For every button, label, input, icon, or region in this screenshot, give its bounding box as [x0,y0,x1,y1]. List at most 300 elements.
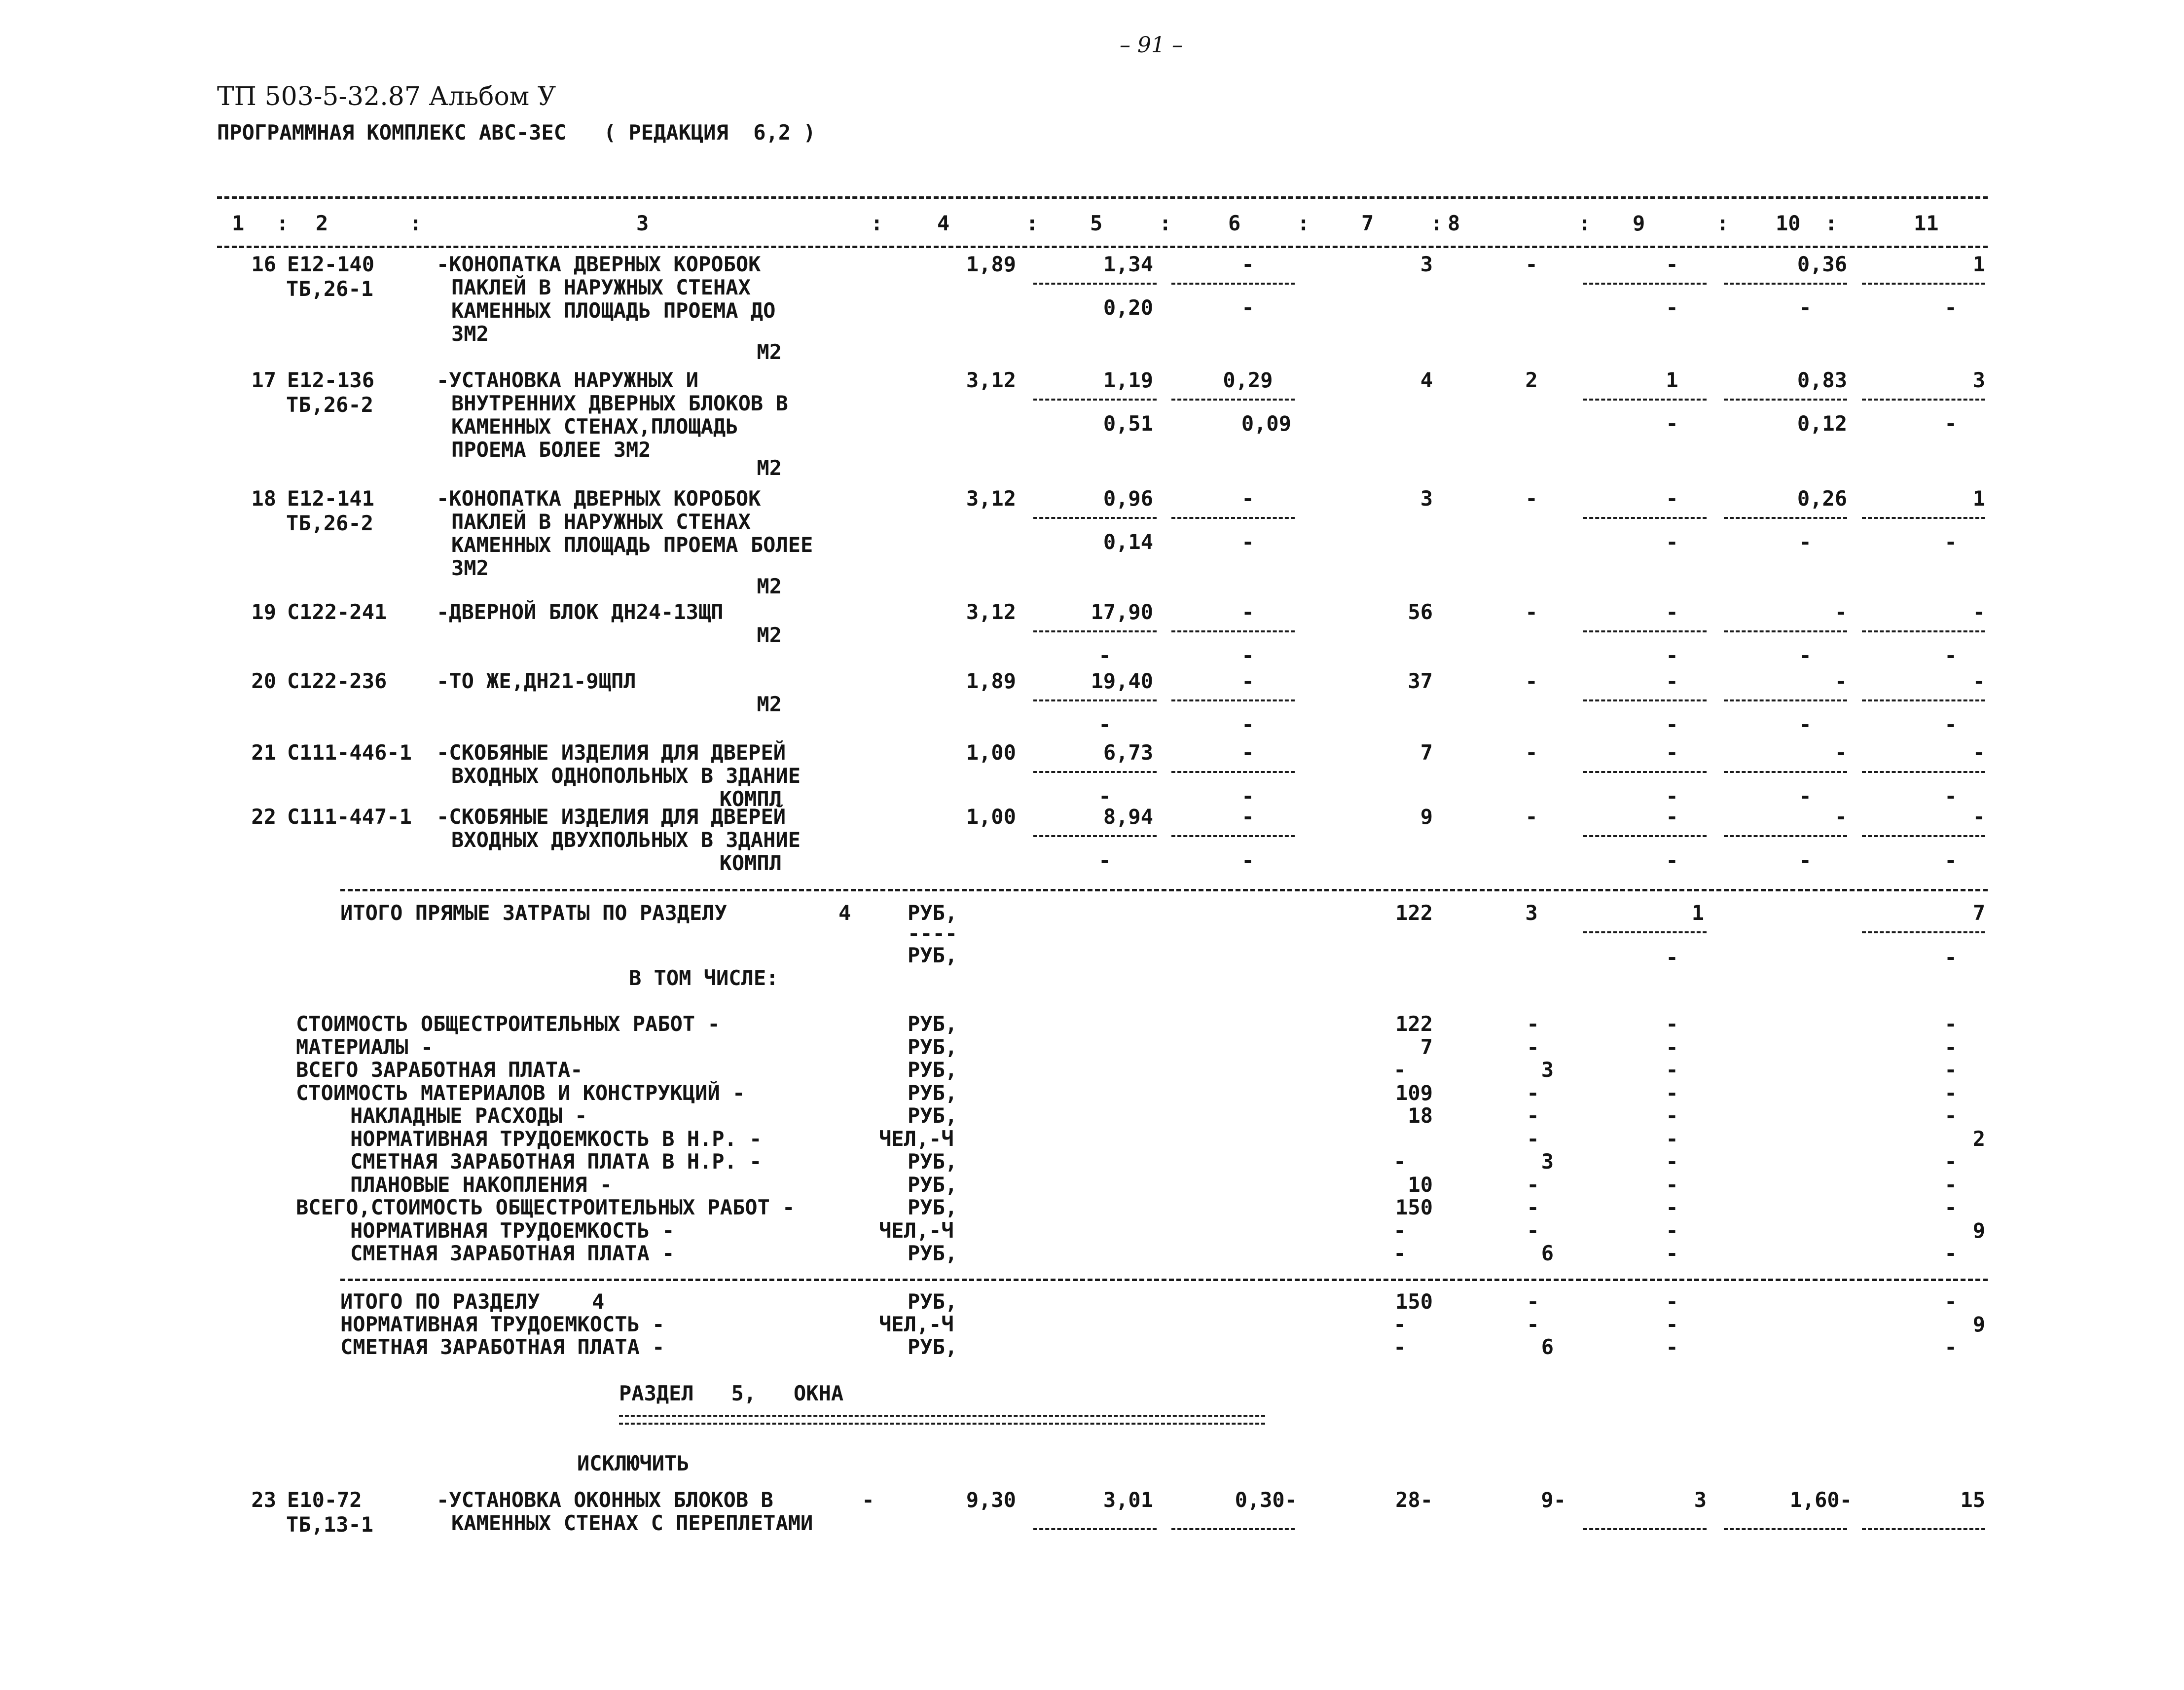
row-col9: - [1666,669,1678,693]
column-header: 11 [1914,211,1939,235]
row-col10: 0,26 [1797,486,1847,511]
row-col11-sub: - [1944,848,1957,872]
row-col11-sub: - [1944,643,1957,667]
total-subrule [1583,931,1707,933]
row-col8: - [1525,805,1538,829]
breakdown-label: ВСЕГО,СТОИМОСТЬ ОБЩЕСТРОИТЕЛЬНЫХ РАБОТ - [296,1195,795,1219]
breakdown-unit: РУБ, [908,1149,958,1174]
breakdown-col8: - [1527,1103,1539,1128]
row-subrule [1862,399,1985,401]
row-unit: КОМПЛ [719,787,782,811]
row-col8: - [1525,486,1538,511]
breakdown-label: ПЛАНОВЫЕ НАКОПЛЕНИЯ - [350,1173,613,1197]
row-col9: - [1666,252,1678,276]
row-subrule [1171,1528,1295,1530]
column-separator: : [1430,211,1443,235]
breakdown-col11: - [1944,1241,1957,1265]
row-col10-sub: - [1799,643,1812,667]
section-total-col11: 9 [1972,1312,1985,1336]
column-separator: : [1825,211,1838,235]
row-description: -КОНОПАТКА ДВЕРНЫХ КОРОБОК [437,252,761,276]
row-col5: 6,73 [1103,740,1153,765]
breakdown-col9: - [1666,1035,1678,1059]
row-col5-sub: - [1098,712,1111,736]
row-col7: 9 [1420,805,1433,829]
breakdown-unit: РУБ, [908,1012,958,1036]
breakdown-col11: - [1944,1081,1957,1105]
row-col6: - [1241,486,1254,511]
total-direct-section: 4 [838,901,851,925]
breakdown-unit: РУБ, [908,1195,958,1219]
breakdown-col11: - [1944,1195,1957,1219]
breakdown-label: СТОИМОСТЬ ОБЩЕСТРОИТЕЛЬНЫХ РАБОТ - [296,1012,720,1036]
row-col10-sub: - [1799,784,1812,808]
row-description: КАМЕННЫХ ПЛОЩАДЬ ПРОЕМА ДО [451,298,776,323]
row-description: КАМЕННЫХ СТЕНАХ,ПЛОЩАДЬ [451,414,738,439]
row-col6-sub: - [1241,848,1254,872]
row-col9: - [1666,805,1678,829]
row-subrule [1583,630,1707,632]
row-col4: 1,89 [966,669,1016,693]
row-col6: 0,30- [1235,1488,1297,1512]
breakdown-col9: - [1666,1103,1678,1128]
row-col8: - [1525,669,1538,693]
row-subrule [1171,771,1295,773]
row-col10: - [1834,669,1847,693]
row-col11-sub: - [1944,295,1957,320]
row-description: ПАКЛЕЙ В НАРУЖНЫХ СТЕНАХ [451,510,751,534]
row-col7: 7 [1420,740,1433,765]
breakdown-unit: РУБ, [908,1058,958,1082]
row-col4: 3,12 [966,368,1016,392]
row-number: 17 [251,368,276,392]
total-direct-unit: РУБ, [908,943,958,967]
row-col4: 9,30 [966,1488,1016,1512]
row-subrule [1862,517,1985,519]
total-direct-col11-sub: - [1944,945,1957,969]
column-header: 6 [1228,211,1241,235]
section-total-col9: - [1666,1335,1678,1359]
row-col7: 28- [1395,1488,1433,1512]
breakdown-col9: - [1666,1058,1678,1082]
breakdown-col11: 2 [1972,1127,1985,1151]
row-col9-sub: - [1666,643,1678,667]
row-col6: - [1241,740,1254,765]
breakdown-col8: - [1527,1173,1539,1197]
row-col6: - [1241,600,1254,624]
row-col9: 1 [1666,368,1678,392]
breakdown-col11: 9 [1972,1218,1985,1243]
row-col6-sub: - [1241,784,1254,808]
document-title: ТП 503-5-32.87 Альбом У [217,82,556,111]
breakdown-col7: - [1393,1241,1406,1265]
row-subrule [1724,630,1847,632]
row-col4: 3,12 [966,486,1016,511]
row-subrule [1724,517,1847,519]
row-subrule [1583,517,1707,519]
row-number: 21 [251,740,276,765]
row-col6: - [1241,252,1254,276]
column-header: 9 [1633,211,1645,235]
row-col6-sub: 0,09 [1241,411,1291,436]
row-description: 3М2 [451,322,489,346]
breakdown-label: НОРМАТИВНАЯ ТРУДОЕМКОСТЬ - [350,1218,675,1243]
row-unit: М2 [757,692,782,716]
program-line: ПРОГРАММНАЯ КОМПЛЕКС АВС-3ЕС ( РЕДАКЦИЯ 6,2 ) [217,120,816,145]
total-direct-col11: 7 [1972,901,1985,925]
column-header: 10 [1776,211,1801,235]
row-subrule [1583,835,1707,837]
row-col6: - [1241,805,1254,829]
row-unit: КОМПЛ [719,851,782,875]
row-number: 18 [251,486,276,511]
row-code: С111-446-1 [287,740,412,765]
row-col11: 1 [1972,486,1985,511]
row-number: 22 [251,805,276,829]
breakdown-col7: 18 [1408,1103,1433,1128]
row-number: 16 [251,252,276,276]
header-bottom-rule [217,246,1988,248]
row-col9-sub: - [1666,295,1678,320]
section-total-label: НОРМАТИВНАЯ ТРУДОЕМКОСТЬ - [340,1312,665,1336]
breakdown-col7: 109 [1395,1081,1433,1105]
breakdown-col9: - [1666,1081,1678,1105]
row-col7: 37 [1408,669,1433,693]
table-top-rule [217,196,1988,199]
row-col5: 17,90 [1091,600,1153,624]
breakdown-col11: - [1944,1149,1957,1174]
total-direct-label: ИТОГО ПРЯМЫЕ ЗАТРАТЫ ПО РАЗДЕЛУ [340,901,727,925]
row-subrule [1724,1528,1847,1530]
row-description: -ДВЕРНОЙ БЛОК ДН24-13ЩП [437,600,724,624]
row-col5-sub: 0,20 [1103,295,1153,320]
row-subrule [1033,771,1157,773]
row-col6-sub: - [1241,295,1254,320]
row-col5-sub: - [1098,643,1111,667]
row-col10-sub: 0,12 [1797,411,1847,436]
breakdown-col8: - [1527,1195,1539,1219]
row-col5: 19,40 [1091,669,1153,693]
row-subrule [1724,283,1847,285]
breakdown-col7: 7 [1420,1035,1433,1059]
total-direct-col7: 122 [1395,901,1433,925]
section5-double-rule [619,1415,1265,1425]
row-unit: М2 [757,623,782,647]
breakdown-col11: - [1944,1035,1957,1059]
section-total-col11: - [1944,1289,1957,1314]
section-total-col9: - [1666,1289,1678,1314]
breakdown-col9: - [1666,1173,1678,1197]
row-col6-sub: - [1241,712,1254,736]
row-col11-sub: - [1944,530,1957,554]
breakdown-label: НАКЛАДНЫЕ РАСХОДЫ - [350,1103,587,1128]
breakdown-col8: 3 [1541,1149,1554,1174]
row-col6: - [1241,669,1254,693]
breakdown-label: МАТЕРИАЛЫ - [296,1035,434,1059]
section-total-unit: РУБ, [908,1335,958,1359]
row-col9-sub: - [1666,530,1678,554]
row-subrule [1862,1528,1985,1530]
row-col11: 15 [1960,1488,1985,1512]
row-reference: ТБ,13-1 [286,1512,374,1537]
breakdown-col8: 6 [1541,1241,1554,1265]
row-col11: - [1972,740,1985,765]
row-subrule [1583,1528,1707,1530]
row-subrule [1033,399,1157,401]
breakdown-unit: РУБ, [908,1173,958,1197]
total-direct-col9-sub: - [1666,945,1678,969]
total-direct-unit: РУБ, [908,901,958,925]
row-col8: - [1525,600,1538,624]
row-col6-sub: - [1241,530,1254,554]
row-col6: 0,29 [1223,368,1273,392]
row-subrule [1724,771,1847,773]
row-code: Е12-140 [287,252,375,276]
row-number: 23 [251,1488,276,1512]
row-col10: - [1834,740,1847,765]
row-col10: - [1834,805,1847,829]
row-subrule [1583,283,1707,285]
row-col8: - [1525,740,1538,765]
row-subrule [1033,517,1157,519]
section-total-unit: РУБ, [908,1289,958,1314]
row-col9: 3 [1694,1488,1707,1512]
breakdown-label: СМЕТНАЯ ЗАРАБОТНАЯ ПЛАТА - [350,1241,675,1265]
breakdown-unit: РУБ, [908,1081,958,1105]
row-minus-sign: - [862,1488,874,1512]
row-description: 3М2 [451,556,489,580]
row-reference: ТБ,26-1 [286,277,374,301]
column-separator: : [871,211,883,235]
column-header: 1 [232,211,245,235]
row-description: -ТО ЖЕ,ДН21-9ЩПЛ [437,669,636,693]
breakdown-unit: РУБ, [908,1035,958,1059]
total-direct-col9: 1 [1691,901,1704,925]
row-col9-sub: - [1666,411,1678,436]
row-subrule [1033,283,1157,285]
row-col8: 9- [1541,1488,1566,1512]
breakdown-unit: ЧЕЛ,-Ч [879,1127,954,1151]
column-header: 5 [1090,211,1103,235]
section-total-col8: - [1527,1289,1539,1314]
section-total-unit: ЧЕЛ,-Ч [879,1312,954,1336]
row-subrule [1171,517,1295,519]
row-description: ВНУТРЕННИХ ДВЕРНЫХ БЛОКОВ В [451,391,788,415]
column-separator: : [1159,211,1172,235]
row-code: С111-447-1 [287,805,412,829]
row-col10: 0,36 [1797,252,1847,276]
row-col9-sub: - [1666,712,1678,736]
row-col9-sub: - [1666,848,1678,872]
column-header: 3 [636,211,649,235]
section-total-label: СМЕТНАЯ ЗАРАБОТНАЯ ПЛАТА - [340,1335,665,1359]
breakdown-unit: ЧЕЛ,-Ч [879,1218,954,1243]
breakdown-col11: - [1944,1058,1957,1082]
section-total-rule [340,1279,1988,1281]
row-col8: 2 [1525,368,1538,392]
row-col11: - [1972,805,1985,829]
row-code: С122-236 [287,669,387,693]
row-subrule [1171,835,1295,837]
row-description: -СКОБЯНЫЕ ИЗДЕЛИЯ ДЛЯ ДВЕРЕЙ [437,805,786,829]
row-col7: 3 [1420,486,1433,511]
row-col11-sub: - [1944,784,1957,808]
row-col11: 3 [1972,368,1985,392]
breakdown-col11: - [1944,1103,1957,1128]
breakdown-col8: - [1527,1081,1539,1105]
breakdown-col9: - [1666,1195,1678,1219]
row-description: -УСТАНОВКА ОКОННЫХ БЛОКОВ В [437,1488,773,1512]
row-col11: - [1972,600,1985,624]
row-number: 20 [251,669,276,693]
breakdown-label: СТОИМОСТЬ МАТЕРИАЛОВ И КОНСТРУКЦИЙ - [296,1081,745,1105]
column-separator: : [1297,211,1310,235]
row-description: ВХОДНЫХ ОДНОПОЛЬНЫХ В ЗДАНИЕ [451,764,801,788]
column-header: 2 [316,211,328,235]
section5-title: РАЗДЕЛ 5, ОКНА [619,1381,844,1405]
column-separator: : [1026,211,1039,235]
column-header: 4 [937,211,950,235]
row-col4: 1,89 [966,252,1016,276]
breakdown-label: НОРМАТИВНАЯ ТРУДОЕМКОСТЬ В Н.Р. - [350,1127,762,1151]
breakdown-col7: 122 [1395,1012,1433,1036]
row-description: КАМЕННЫХ СТЕНАХ С ПЕРЕПЛЕТАМИ [451,1511,813,1535]
section-total-section: 4 [592,1289,605,1314]
section-total-col8: 6 [1541,1335,1554,1359]
row-col5: 8,94 [1103,805,1153,829]
breakdown-unit: РУБ, [908,1103,958,1128]
row-description: -УСТАНОВКА НАРУЖНЫХ И [437,368,699,392]
total-subrule [1862,931,1985,933]
row-col9: - [1666,600,1678,624]
breakdown-col7: 10 [1408,1173,1433,1197]
row-subrule [1171,699,1295,701]
row-col5: 1,19 [1103,368,1153,392]
totals-top-rule [340,889,1988,891]
exclude-label: ИСКЛЮЧИТЬ [577,1451,690,1475]
breakdown-col11: - [1944,1012,1957,1036]
row-description: -СКОБЯНЫЕ ИЗДЕЛИЯ ДЛЯ ДВЕРЕЙ [437,740,786,765]
breakdown-label: ВСЕГО ЗАРАБОТНАЯ ПЛАТА- [296,1058,583,1082]
row-subrule [1724,699,1847,701]
section-total-col7: - [1393,1335,1406,1359]
row-subrule [1033,835,1157,837]
breakdown-label: СМЕТНАЯ ЗАРАБОТНАЯ ПЛАТА В Н.Р. - [350,1149,762,1174]
row-col11: - [1972,669,1985,693]
row-col6-sub: - [1241,643,1254,667]
breakdown-col8: - [1527,1012,1539,1036]
column-separator: : [409,211,422,235]
row-code: С122-241 [287,600,387,624]
breakdown-col9: - [1666,1149,1678,1174]
row-subrule [1171,630,1295,632]
row-col10-sub: - [1799,295,1812,320]
row-col10: 1,60- [1789,1488,1852,1512]
row-col10-sub: - [1799,712,1812,736]
row-col11: 1 [1972,252,1985,276]
breakdown-unit: РУБ, [908,1241,958,1265]
breakdown-col7: 150 [1395,1195,1433,1219]
breakdown-col7: - [1393,1149,1406,1174]
row-col8: - [1525,252,1538,276]
row-col5: 1,34 [1103,252,1153,276]
breakdown-col8: - [1527,1127,1539,1151]
total-direct-col8: 3 [1525,901,1538,925]
section-total-col9: - [1666,1312,1678,1336]
row-col5-sub: - [1098,784,1111,808]
breakdown-col7: - [1393,1058,1406,1082]
row-reference: ТБ,26-2 [286,393,374,417]
section-total-col8: - [1527,1312,1539,1336]
row-col10-sub: - [1799,530,1812,554]
row-description: ПРОЕМА БОЛЕЕ 3М2 [451,438,651,462]
row-code: Е12-136 [287,368,375,392]
row-subrule [1862,771,1985,773]
row-col9: - [1666,740,1678,765]
breakdown-col9: - [1666,1218,1678,1243]
row-description: -КОНОПАТКА ДВЕРНЫХ КОРОБОК [437,486,761,511]
section-total-col11: - [1944,1335,1957,1359]
row-subrule [1862,283,1985,285]
row-col7: 4 [1420,368,1433,392]
row-subrule [1583,699,1707,701]
section-total-label: ИТОГО ПО РАЗДЕЛУ [340,1289,540,1314]
row-subrule [1724,835,1847,837]
row-col5: 3,01 [1103,1488,1153,1512]
row-subrule [1171,399,1295,401]
column-header: 8 [1448,211,1460,235]
breakdown-col9: - [1666,1241,1678,1265]
row-col4: 1,00 [966,740,1016,765]
row-col7: 56 [1408,600,1433,624]
section-total-col7: 150 [1395,1289,1433,1314]
row-col11-sub: - [1944,712,1957,736]
row-col11-sub: - [1944,411,1957,436]
row-code: Е12-141 [287,486,375,511]
total-direct-unit-dash: ---- [908,921,958,946]
row-subrule [1033,1528,1157,1530]
breakdown-col8: - [1527,1035,1539,1059]
column-separator: : [1578,211,1591,235]
row-col5-sub: 0,14 [1103,530,1153,554]
row-unit: М2 [757,456,782,480]
row-col9-sub: - [1666,784,1678,808]
row-subrule [1033,630,1157,632]
row-subrule [1583,399,1707,401]
breakdown-col8: - [1527,1218,1539,1243]
row-col10: 0,83 [1797,368,1847,392]
breakdown-col11: - [1944,1173,1957,1197]
including-label: В ТОМ ЧИСЛЕ: [629,966,779,990]
row-description: ВХОДНЫХ ДВУХПОЛЬНЫХ В ЗДАНИЕ [451,828,801,852]
row-subrule [1171,283,1295,285]
section-total-col7: - [1393,1312,1406,1336]
breakdown-col8: 3 [1541,1058,1554,1082]
breakdown-col9: - [1666,1127,1678,1151]
column-separator: : [276,211,289,235]
column-header: 7 [1361,211,1374,235]
row-col5-sub: 0,51 [1103,411,1153,436]
row-subrule [1862,699,1985,701]
breakdown-col9: - [1666,1012,1678,1036]
row-subrule [1724,399,1847,401]
row-subrule [1862,630,1985,632]
row-col4: 1,00 [966,805,1016,829]
row-description: КАМЕННЫХ ПЛОЩАДЬ ПРОЕМА БОЛЕЕ [451,533,813,557]
row-col10-sub: - [1799,848,1812,872]
row-subrule [1583,771,1707,773]
row-subrule [1862,835,1985,837]
